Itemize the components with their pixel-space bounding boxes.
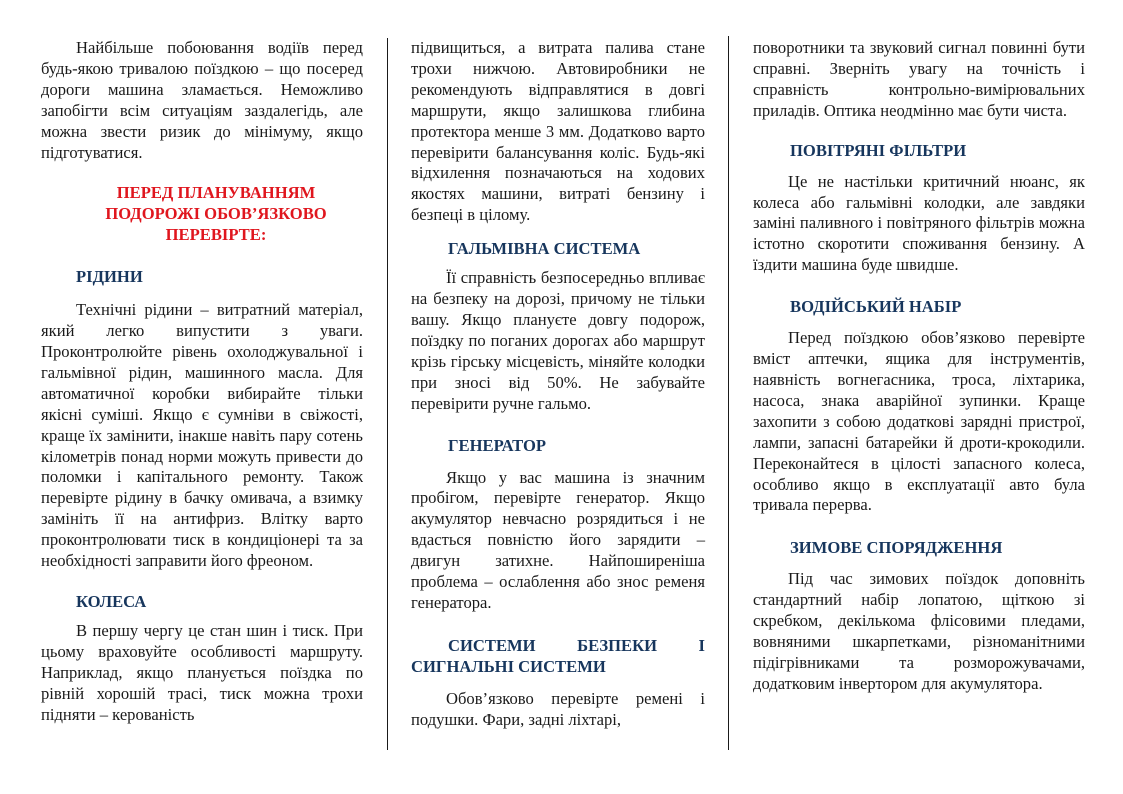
column-1 — [41, 38, 363, 725]
section-heading-generator: ГЕНЕРАТОР — [448, 435, 547, 455]
section-text-wheels: В першу чергу це стан шин і тиск. При цьому враховуйте особливості маршруту. Наприклад, якщо планується поїздка по рівній хорошій трасі, тиск можна трохи підняти – керованість — [41, 620, 363, 724]
section-heading-wheels: КОЛЕСА — [76, 591, 147, 611]
section-text-brakes: Її справність безпосередньо впливає на безпеку на дорозі, причому не тільки вашу. Якщо плануєте довгу подорож, поїздку по поганих дорогах або маршрут крізь гірську місцевість, міняйте колодки при зносі від 50%. Не забувайте перевірити ручне гальмо. — [411, 268, 705, 413]
section-text-driver-kit: Перед поїздкою обов’язково перевірте вміст аптечки, ящика для інструментів, наявність вогнегасника, троса, ліхтарика, насоса, знака аварійної зупинки. Краще захопити з собою додаткові зарядні пристрої, лампи, запасні батарейки й дроти-крокодили. Переконайтеся в цілості запасного колеса, особливо якщо в експлуатації авто була тривала перерва. — [753, 328, 1085, 515]
section-heading-fluids: РІДИНИ — [76, 267, 143, 287]
section-text-safety-systems: Обов’язково перевірте ремені і подушки. Фари, задні ліхтарі, — [411, 688, 705, 729]
intro-paragraph: Найбільше побоювання водіїв перед будь-якою тривалою поїздкою – що посеред дороги машина зламається. Неможливо запобігти всім ситуаціям заздалегідь, але можна звести ризик до мінімуму, якщо підготуватися. — [41, 38, 363, 162]
section-heading-safety-systems: СИСТЕМИ БЕЗПЕКИ І СИГНАЛЬНІ СИСТЕМИ — [411, 635, 705, 676]
column-divider — [387, 38, 388, 750]
callout-heading: ПЕРЕД ПЛАНУВАННЯМ ПОДОРОЖІ ОБОВ’ЯЗКОВО ПЕРЕВІРТЕ: — [105, 183, 327, 245]
section-heading-winter-gear: ЗИМОВЕ СПОРЯДЖЕННЯ — [790, 538, 1003, 558]
section-heading-air-filters: ПОВІТРЯНІ ФІЛЬТРИ — [790, 140, 967, 160]
column-divider — [728, 36, 729, 750]
section-heading-brakes: ГАЛЬМІВНА СИСТЕМА — [448, 239, 641, 259]
section-text-fluids: Технічні рідини – витратний матеріал, який легко випустити з уваги. Проконтролюйте рівень охолоджувальної і гальмівної рідин, машинного масла. Для автоматичної коробки вибирайте тільки якісні суміші. Якщо є сумніви в свіжості, краще їх замінити, інакше навіть пару сотень кілометрів понад норми можуть привести до поломки і капітального ремонту. Також перевірте рідину в бачку омивача, а взимку замініть її на антифриз. Влітку варто проконтролювати тиск в кондиціонері та за необхідності заправити його фреоном. — [41, 300, 363, 571]
section-text-generator: Якщо у вас машина із значним пробігом, перевірте генератор. Якщо акумулятор невчасно розрядиться і не вдасться повністю його зарядити – двигун затихне. Найпоширеніша проблема – ослаблення або знос ременя генератора. — [411, 467, 705, 612]
continuation-paragraph: підвищиться, а витрата палива стане трохи нижчою. Автовиробники не рекомендують відправлятися в довгі маршрути, якщо залишкова глибина протектора менше 3 мм. Додатково варто перевірити балансування коліс. Будь-які відхилення позначаються на ходових якостях машини, витраті бензину і безпеці в цілому. — [411, 38, 705, 225]
section-text-winter-gear: Під час зимових поїздок доповніть стандартний набір лопатою, щіткою зі скребком, декількома флісовими пледами, вовняними шкарпетками, різноманітними підігрівниками та розморожувачами, додатковим інвертором для акумулятора. — [753, 569, 1085, 693]
continuation-paragraph: поворотники та звуковий сигнал повинні бути справні. Зверніть увагу на точність і справність контрольно-вимірювальних приладів. Оптика неодмінно має бути чиста. — [753, 38, 1085, 120]
section-heading-driver-kit: ВОДІЙСЬКИЙ НАБІР — [790, 297, 962, 317]
column-2 — [411, 38, 705, 731]
column-3 — [753, 38, 1085, 695]
section-text-air-filters: Це не настільки критичний нюанс, як колеса або гальмівні колодки, але завдяки заміні паливного і повітряного фільтрів можна істотно скоротити споживання бензину. А їздити машина буде швидше. — [753, 171, 1085, 275]
